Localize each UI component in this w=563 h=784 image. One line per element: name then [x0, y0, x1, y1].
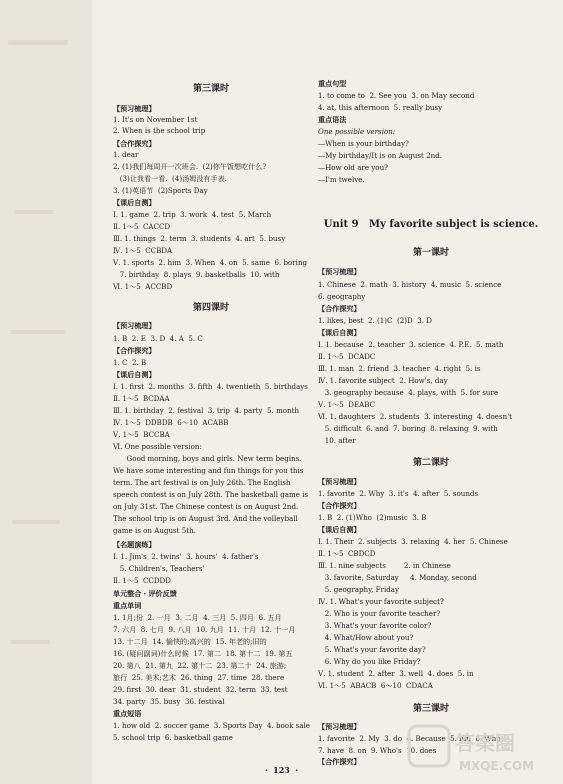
answer-line: —I'm twelve.	[318, 175, 365, 184]
answer-line: 4. at, this afternoon 5. really busy	[318, 103, 443, 112]
answer-line: 3. favorite, Saturday 4. Monday, second	[318, 573, 477, 582]
answer-line: Ⅲ. 1. man 2. friend 3. teacher 4. right 5. is	[318, 364, 481, 373]
answer-line: 1. C 2. B	[113, 358, 147, 367]
answer-line: Ⅰ. 1. first 2. months 3. fifth 4. twentieth 5. birthdays	[113, 382, 308, 391]
answer-line: One possible version:	[318, 127, 396, 136]
answer-line: 16. (疑问副词)什么时候 17. 第二 18. 第十二 19. 第五	[113, 649, 293, 658]
answer-line: 6. Why do you like Friday?	[318, 657, 421, 666]
answer-line: Ⅲ. 1. nine subjects 2. in Chinese	[318, 561, 451, 570]
answer-line: Ⅰ. 1. because 2. teacher 3. science 4. P.E. 5. math	[318, 340, 504, 349]
answer-line: 5. geography, Friday	[318, 585, 400, 594]
heading-kehou: 【课后自测】	[113, 198, 156, 207]
answer-line: 2. Who is your favorite teacher?	[318, 609, 441, 618]
answer-line: Ⅰ. 1. Jim's 2. twins' 3. hours' 4. father's	[113, 552, 259, 561]
answer-line: Ⅵ. 1～5 ACCBD	[113, 282, 173, 291]
page-number: ・ 123 ・	[262, 765, 301, 775]
section-title: 第三课时	[412, 704, 449, 714]
answer-line: Ⅴ. 1～5 BCCBA	[113, 430, 170, 439]
answer-line: Ⅲ. 1. things 2. term 3. students 4. art 5. busy	[113, 234, 286, 243]
answer-line: 20. 第八 21. 第九 22. 第十二 23. 第二十 24. 旅游;	[113, 661, 287, 670]
answer-line: Ⅵ. 1～5 ABACB 6～10 CDACA	[318, 681, 433, 690]
heading-yuxi: 【预习梳理】	[113, 321, 156, 330]
unit-title: Unit 9 My favorite subject is science.	[323, 219, 539, 230]
answer-line: 1. dear	[113, 150, 139, 159]
answer-line: 3. geography because 4. plays, with 5. for sure	[318, 388, 499, 397]
answer-line: Ⅳ. 1～5 CCBDA	[113, 246, 173, 255]
answer-line: Ⅵ. One possible version:	[113, 442, 202, 451]
answer-line: 3. (1)英语节 (2)Sports Day	[113, 186, 208, 195]
heading-kehou: 【课后自测】	[113, 370, 156, 379]
answer-line: 7. birthday 8. plays 9. basketballs 10. with	[113, 270, 280, 279]
heading-kehou: 【课后自测】	[318, 525, 361, 534]
answer-line: —How old are you?	[318, 163, 388, 172]
answer-line: 4. What/How about you?	[318, 633, 414, 642]
answer-line: 34. party 35. busy 36. festival	[113, 697, 225, 706]
heading-yuxi: 【预习梳理】	[318, 267, 361, 276]
heading-yuxi: 【预习梳理】	[113, 104, 156, 113]
answer-line: 2. (1)我们每周开一次班会. (2)你午饭想吃什么?	[113, 162, 267, 171]
heading-juxing: 重点句型	[318, 79, 347, 88]
answer-line: Ⅱ. 1～5 DCADC	[318, 352, 376, 361]
answer-line: 5. school trip 6. basketball game	[113, 733, 233, 742]
answer-line: 7. have 8. on 9. Who's 10. does	[318, 746, 437, 755]
heading-yuxi: 【预习梳理】	[318, 477, 361, 486]
section-title: 第二课时	[412, 458, 449, 468]
answer-line: 3. What's your favorite color?	[318, 621, 432, 630]
answer-line: 2. When is the school trip	[113, 126, 206, 135]
answer-line: 13. 十二月 14. 愉快的;高兴的 15. 年老的;旧的	[113, 637, 267, 646]
answer-line: 1. Chinese 2. math 3. history 4. music 5. science	[318, 280, 502, 289]
answer-line: 29. first 30. dear 31. student 32. term 33. test	[113, 685, 288, 694]
answer-line: Ⅲ. 1. birthday 2. festival 3. trip 4. party 5. month	[113, 406, 300, 415]
answer-line: 10. after	[318, 436, 356, 445]
essay-line: term. The art festival is on July 26th. The English	[113, 478, 291, 487]
heading-kehou: 【课后自测】	[318, 328, 361, 337]
svg-text:答案圈: 答案圈	[455, 731, 515, 755]
section-title: 第一课时	[412, 248, 449, 258]
watermark-logo	[405, 718, 555, 778]
answer-line: 1. to come to 2. See you 3. on May second	[318, 91, 475, 100]
answer-line: 7. 六月 8. 七月 9. 八月 10. 九月 11. 十月 12. 十一月	[113, 625, 296, 634]
heading-danci: 重点单词	[113, 601, 142, 610]
answer-line: Ⅳ. 1. What's your favorite subject?	[318, 597, 444, 606]
heading-hezuo: 【合作探究】	[113, 139, 156, 148]
answer-line: Ⅴ. 1～5 DEABC	[318, 400, 376, 409]
answer-line: Ⅳ. 1. favorite subject 2. How's, day	[318, 376, 448, 385]
svg-text:MXQE.COM: MXQE.COM	[459, 759, 535, 773]
heading-mingti: 【名题演练】	[113, 540, 156, 549]
heading-hezuo: 【合作探究】	[113, 346, 156, 355]
answer-line: 1. It's on November 1st	[113, 115, 198, 124]
answer-line: 1. how old 2. soccer game 3. Sports Day 4. book sale	[113, 721, 310, 730]
answer-line: Ⅳ. 1～5 DDBDB 6～10 ACABB	[113, 418, 229, 427]
heading-unit-review: 单元整合・评价反馈	[113, 589, 177, 598]
answer-line: Ⅱ. 1～5 CBDCD	[318, 549, 376, 558]
answer-line: Ⅱ. 1～5 CACCD	[113, 222, 171, 231]
essay-line: game is on August 5th.	[113, 526, 196, 535]
heading-hezuo: 【合作探究】	[318, 304, 361, 313]
heading-hezuo: 【合作探究】	[318, 757, 361, 766]
answer-line: (3)让我看一看. (4)汤姆没有手表.	[113, 174, 227, 183]
answer-line: Ⅰ. 1. game 2. trip 3. work 4. test 5. March	[113, 210, 272, 219]
answer-line: 5. What's your favorite day?	[318, 645, 426, 654]
essay-line: We have some interesting and fun things for you this	[113, 466, 304, 475]
section-title: 第三课时	[192, 84, 229, 94]
answer-line: 1. B 2. (1)Who (2)music 3. B	[318, 513, 427, 522]
answer-line: Ⅱ. 1～5 CCDDD	[113, 576, 171, 585]
heading-yuxi: 【预习梳理】	[318, 722, 361, 731]
answer-line: Ⅰ. 1. Their 2. subjects 3. relaxing 4. her 5. Chinese	[318, 537, 508, 546]
answer-line: 1. likes, best 2. (1)C (2)D 3. D	[318, 316, 432, 325]
answer-line: 1. favorite 2. Why 3. it's 4. after 5. sounds	[318, 489, 479, 498]
heading-yufa: 重点语法	[318, 115, 347, 124]
page-margin	[0, 0, 92, 784]
heading-hezuo: 【合作探究】	[318, 501, 361, 510]
answer-line: 旅行 25. 美术;艺术 26. thing 27. time 28. there	[113, 673, 285, 682]
essay-line: The school trip is on August 3rd. And the volleyball	[113, 514, 298, 523]
answer-line: Ⅱ. 1～5 BCDAA	[113, 394, 170, 403]
answer-line: 1. favorite 2. My 3. do 4. Because 5. fun 6. Who	[318, 734, 501, 743]
answer-line: 6. geography	[318, 292, 366, 301]
answer-line: 5. Children's, Teachers'	[113, 564, 205, 573]
answer-line: 5. difficult 6. and 7. boring 8. relaxing 9. with	[318, 424, 498, 433]
answer-line: —My birthday/It is on August 2nd.	[318, 151, 442, 160]
answer-line: —When is your birthday?	[318, 139, 409, 148]
answer-line: 1. 1月;份 2. 一月 3. 二月 4. 三月 5. 四月 6. 五月	[113, 613, 282, 622]
essay-line: speech contest is on July 28th. The basketball game is	[113, 490, 309, 499]
answer-line: Ⅴ. 1. student 2. after 3. well 4. does 5. in	[318, 669, 474, 678]
answer-line: 1. B 2. E 3. D 4. A 5. C	[113, 334, 203, 343]
essay-line: Good morning, boys and girls. New term begins.	[113, 454, 302, 463]
section-title: 第四课时	[192, 303, 229, 313]
heading-duanyu: 重点短语	[113, 709, 142, 718]
answer-line: Ⅵ. 1. daughters 2. students 3. interesting 4. doesn't	[318, 412, 513, 421]
essay-line: on July 31st. The Chinese contest is on August 2nd.	[113, 502, 299, 511]
answer-line: Ⅴ. 1. sports 2. him 3. When 4. on 5. same 6. boring	[113, 258, 308, 267]
